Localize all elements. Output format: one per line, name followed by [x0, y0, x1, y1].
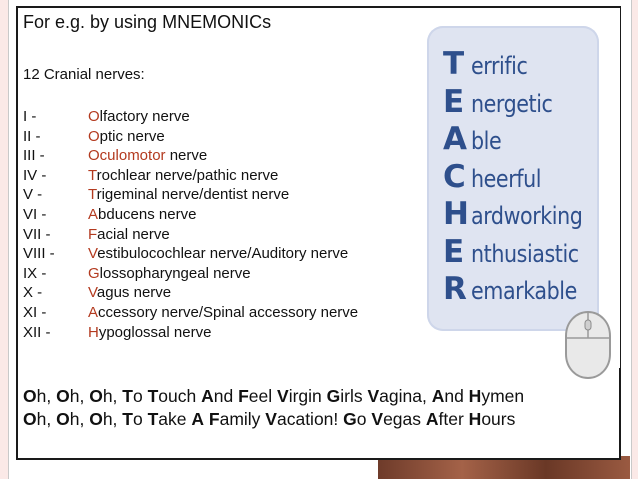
- nerve-name-rest: ptic nerve: [99, 127, 165, 145]
- nerve-number: XI -: [23, 303, 47, 321]
- mnemonic-word-rest: h,: [102, 409, 123, 429]
- mnemonic-word-rest: acation!: [276, 409, 344, 429]
- mnemonic-initial: H: [468, 409, 482, 429]
- mnemonic-initial: G: [343, 409, 357, 429]
- teacher-row: [443, 234, 596, 269]
- mnemonic-line-2: [23, 409, 515, 430]
- nerve-initial: T: [88, 166, 97, 184]
- teacher-row: [443, 271, 594, 306]
- nerve-name: [88, 206, 196, 226]
- nerve-name-rest: bducens nerve: [98, 205, 197, 223]
- teacher-initial: R: [443, 271, 467, 307]
- nerve-name: [88, 284, 171, 304]
- nerve-row: [23, 147, 413, 167]
- nerve-row: [23, 206, 413, 226]
- teacher-word: ardworking: [471, 202, 583, 230]
- nerve-initial: A: [88, 303, 99, 321]
- nerve-row: [23, 108, 413, 128]
- mnemonic-initial: O: [23, 409, 37, 429]
- mnemonic-initial: V: [371, 409, 384, 429]
- mnemonic-initial: V: [277, 386, 289, 406]
- nerve-initial: F: [88, 225, 98, 243]
- mnemonic-word-rest: ours: [481, 409, 516, 429]
- nerve-name: [88, 128, 165, 148]
- nerve-name-rest: lfactory nerve: [99, 108, 190, 125]
- mnemonic-initial: O: [23, 386, 37, 406]
- mnemonic-initial: V: [265, 409, 277, 429]
- nerve-name-rest: estibulocochlear nerve/Auditory nerve: [97, 245, 349, 263]
- nerve-initial: O: [88, 127, 100, 145]
- teacher-word: errific: [471, 52, 528, 80]
- teacher-initial: A: [443, 121, 467, 157]
- mnemonic-word-rest: eel: [248, 386, 277, 406]
- mnemonic-word-rest: irgin: [288, 386, 327, 406]
- mnemonic-word-rest: h,: [36, 409, 57, 429]
- nerve-name-rest: ccessory nerve/Spinal accessory nerve: [98, 303, 359, 321]
- mnemonic-word-rest: h,: [69, 409, 90, 429]
- nerve-name-rest: agus nerve: [96, 284, 172, 302]
- mnemonic-initial: F: [208, 409, 220, 429]
- teacher-initial: T: [443, 46, 465, 82]
- mnemonic-word-rest: nd: [444, 386, 469, 406]
- mnemonic-word-rest: ymen: [481, 386, 525, 406]
- nerve-name-tail: nerve: [165, 147, 208, 165]
- mnemonic-word-rest: o: [132, 409, 148, 429]
- mnemonic-word-rest: irls: [340, 386, 368, 406]
- nerve-row: [23, 245, 413, 265]
- nerve-name: [88, 304, 358, 324]
- mnemonic-word-rest: o: [132, 386, 148, 406]
- nerve-row: [23, 324, 413, 344]
- mnemonic-initial: T: [122, 386, 133, 406]
- nerve-number: V -: [23, 186, 43, 204]
- nerve-row: [23, 167, 413, 187]
- mnemonic-initial: T: [147, 409, 159, 429]
- mnemonic-initial: O: [56, 386, 70, 406]
- mnemonic-initial: F: [238, 386, 249, 406]
- teacher-acrostic-card: [427, 26, 599, 331]
- nerve-initial: T: [88, 186, 97, 204]
- teacher-image: [420, 8, 620, 368]
- nerve-name: [88, 245, 348, 265]
- nerve-number: IX -: [23, 264, 47, 282]
- mnemonic-word-rest: ouch: [158, 386, 202, 406]
- mnemonic-word-rest: amily: [219, 409, 266, 429]
- nerve-name-rest: ypoglossal nerve: [98, 323, 212, 341]
- nerve-number: III -: [23, 147, 45, 165]
- nerve-number: IV -: [23, 166, 47, 184]
- nerve-name: [88, 167, 278, 187]
- nerve-name: [88, 324, 211, 344]
- teacher-row: [443, 46, 537, 81]
- mnemonic-initial: O: [89, 409, 103, 429]
- nerve-initial: G: [88, 264, 100, 282]
- cranial-nerve-list: [23, 108, 413, 343]
- nerve-name: [88, 265, 251, 285]
- nerve-name: [88, 147, 207, 167]
- mnemonic-initial: A: [201, 386, 214, 406]
- nerve-row: [23, 226, 413, 246]
- mnemonic-word-rest: agina,: [379, 386, 432, 406]
- nerve-initial: O: [88, 108, 100, 125]
- nerve-name-rest: acial nerve: [97, 225, 170, 243]
- nerve-row: [23, 304, 413, 324]
- nerve-name-highlight: culomotor: [99, 147, 166, 165]
- mnemonic-initial: A: [191, 409, 205, 429]
- mnemonic-word-rest: h,: [69, 386, 90, 406]
- nerve-name-rest: rochlear nerve/pathic nerve: [96, 166, 279, 184]
- teacher-initial: C: [443, 158, 466, 195]
- teacher-word: emarkable: [471, 277, 577, 305]
- teacher-initial: H: [443, 196, 469, 232]
- mnemonic-word-rest: h,: [36, 386, 57, 406]
- teacher-word: nthusiastic: [471, 239, 579, 268]
- nerve-name-rest: lossopharyngeal nerve: [99, 264, 251, 282]
- teacher-initial: E: [443, 233, 465, 270]
- nerve-row: [23, 186, 413, 206]
- teacher-row: [443, 159, 552, 194]
- teacher-word: heerful: [471, 164, 542, 193]
- nerve-number: II -: [23, 127, 41, 145]
- nerve-number: XII -: [23, 323, 51, 341]
- nerve-initial: V: [88, 284, 97, 302]
- nerve-number: VII -: [23, 225, 51, 243]
- nerve-name: [88, 186, 289, 206]
- nerve-initial: H: [88, 323, 99, 341]
- mnemonic-word-rest: nd: [213, 386, 239, 406]
- mnemonic-word-rest: egas: [383, 409, 426, 429]
- computer-mouse-icon: [558, 308, 618, 380]
- mnemonic-word-rest: h,: [102, 386, 123, 406]
- teacher-word: nergetic: [471, 89, 553, 118]
- mnemonic-initial: A: [425, 409, 439, 429]
- nerve-number: I -: [23, 108, 37, 125]
- mnemonic-initial: A: [431, 386, 445, 406]
- nerve-row: [23, 284, 413, 304]
- mnemonic-line-1: [23, 386, 524, 407]
- teacher-initial: E: [443, 83, 465, 120]
- mnemonic-initial: T: [147, 386, 159, 406]
- nerve-number: X -: [23, 284, 43, 302]
- nerve-row: [23, 265, 413, 285]
- nerve-name-rest: rigeminal nerve/dentist nerve: [96, 186, 290, 204]
- teacher-word: ble: [471, 127, 502, 155]
- mnemonic-initial: O: [89, 386, 103, 406]
- nerve-row: [23, 128, 413, 148]
- mnemonic-initial: G: [326, 386, 341, 406]
- nerve-initial: A: [88, 205, 99, 223]
- page-title: For e.g. by using MNEMONICs: [23, 12, 272, 32]
- nerve-initial: V: [88, 245, 98, 263]
- mnemonic-word-rest: ake: [158, 409, 192, 429]
- nerve-name: [88, 108, 190, 128]
- nerve-name: [88, 226, 170, 246]
- teacher-row: [443, 84, 566, 119]
- mnemonic-word-rest: o: [356, 409, 372, 429]
- teacher-row: [443, 196, 601, 231]
- mnemonic-initial: V: [367, 386, 380, 406]
- mnemonic-initial: O: [56, 409, 70, 429]
- teacher-row: [443, 121, 506, 156]
- nerve-number: VIII -: [23, 245, 55, 263]
- mnemonic-word-rest: fter: [438, 409, 469, 429]
- nerve-initial: O: [88, 147, 100, 165]
- mnemonic-initial: H: [468, 386, 482, 406]
- mnemonic-initial: T: [122, 409, 133, 429]
- section-subtitle: 12 Cranial nerves:: [23, 66, 145, 83]
- nerve-number: VI -: [23, 205, 47, 223]
